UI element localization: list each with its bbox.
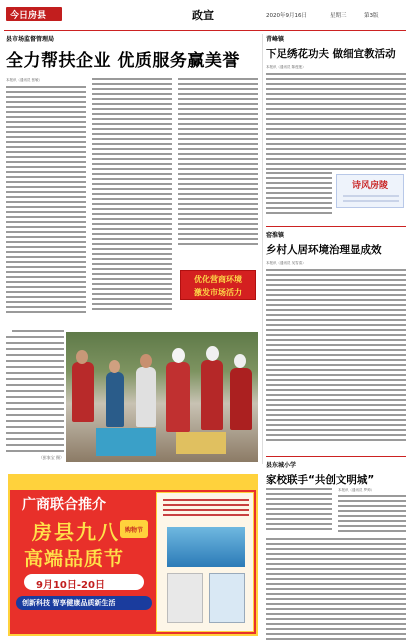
logo-badge-text: 诗风房陵	[351, 181, 388, 191]
photo-credit: （彭家宝 摄）	[38, 455, 64, 460]
section-label: 窑淮镇	[266, 232, 285, 239]
masthead	[4, 4, 406, 30]
article-byline: 本报讯（通讯员 吴雪清）	[266, 261, 306, 265]
ad-slogan: 创新科技 智享健康品质新生活	[22, 599, 116, 607]
section-rule	[266, 456, 406, 457]
ad-product-image	[167, 527, 245, 567]
article-column-2	[92, 78, 172, 310]
article-market-supervision	[6, 34, 258, 71]
photo-caption-column	[6, 330, 64, 470]
ad-dates: 9月10日-20日	[36, 580, 105, 591]
article-headline: 乡村人居环境治理显成效	[266, 244, 382, 256]
ad-badge	[120, 520, 148, 538]
article-headline: 下足绣花功夫 做细宜教活动	[266, 48, 396, 60]
article-headline: 全力帮扶企业 优质服务赢美誉	[6, 51, 240, 71]
page-number: 第3版	[364, 13, 379, 19]
slogan-banner	[180, 270, 256, 300]
ad-product-image-2	[167, 573, 203, 623]
article-headline: 家校联手“共创文明城”	[266, 474, 375, 486]
ad-headline-1: 房县九八	[32, 520, 120, 544]
ad-badge-text: 购物节	[124, 527, 143, 534]
section-label: 青峰镇	[266, 36, 285, 43]
article-column-2	[338, 495, 406, 532]
column-divider	[262, 34, 263, 464]
issue-weekday: 星期三	[330, 13, 347, 19]
article-yaohuai	[266, 230, 406, 441]
article-byline: 本报讯（通讯员 张敏）	[6, 78, 43, 82]
section-rule	[266, 226, 406, 227]
section-label: 县市场监督管理局	[6, 36, 55, 43]
ad-product-image-3	[209, 573, 245, 623]
article-body-continued	[266, 172, 332, 214]
article-byline: 本报讯（通讯员 陈莲莲）	[266, 65, 306, 69]
issue-date: 2020年9月16日	[266, 13, 307, 19]
article-dongcheng-school	[266, 460, 406, 487]
ad-product-text	[163, 499, 249, 516]
article-column-3	[178, 78, 258, 245]
article-column-1	[266, 488, 332, 530]
logo-badge	[336, 174, 404, 208]
article-byline: 本报讯（通讯员 罗帅）	[338, 488, 375, 492]
article-column-1	[6, 86, 86, 313]
ad-stripe	[10, 476, 258, 490]
news-photo	[66, 332, 258, 462]
page-section-title: 政宣	[192, 9, 214, 22]
ad-headline-2: 高端品质节	[24, 548, 125, 570]
ad-product-panel	[156, 492, 254, 632]
article-qingfeng	[266, 34, 406, 170]
slogan-line-2: 激发市场活力	[194, 288, 242, 297]
ad-top-title: 广商联合推介	[22, 497, 106, 513]
newspaper-logo-text: 今日房县	[10, 11, 47, 21]
article-body	[266, 73, 406, 170]
article-body	[266, 269, 406, 441]
slogan-line-1: 优化营商环境	[194, 275, 242, 284]
article-column-full	[266, 538, 406, 640]
section-label: 县东城小学	[266, 462, 297, 469]
header-rule	[4, 30, 406, 31]
advertisement	[8, 474, 258, 636]
